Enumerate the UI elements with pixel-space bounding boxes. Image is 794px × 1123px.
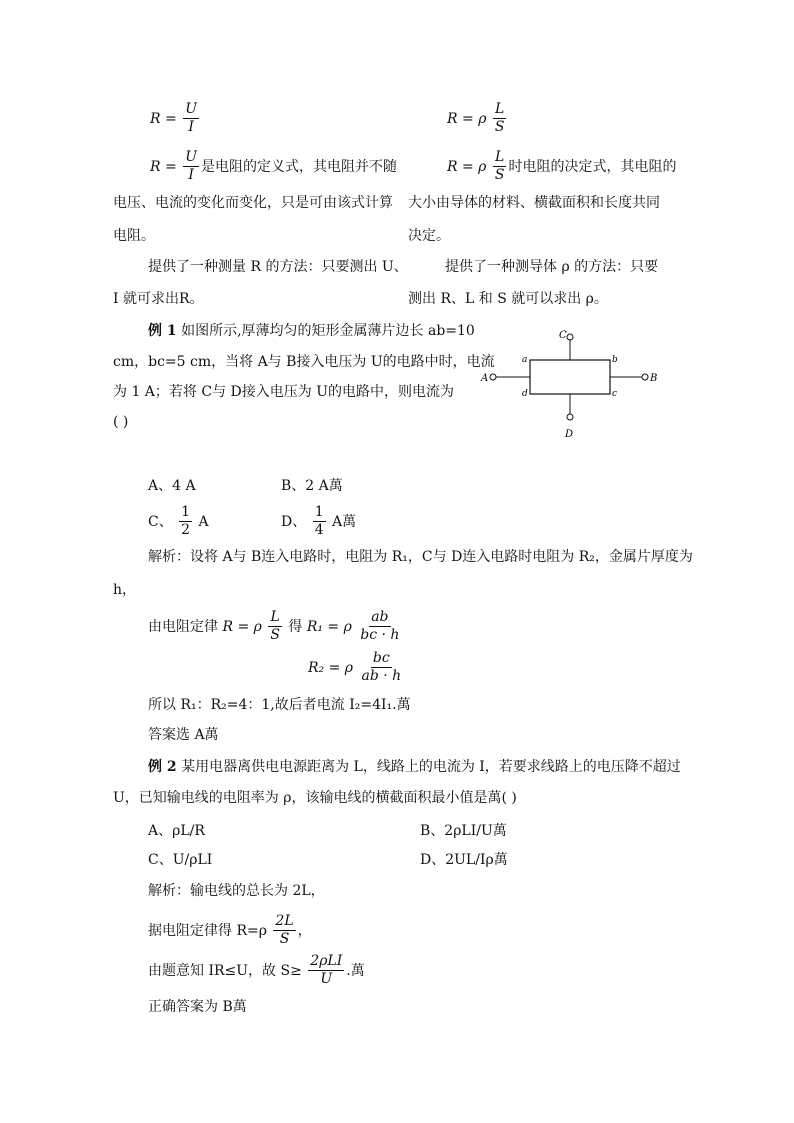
example1-option-d	[281, 505, 356, 539]
right-formula-den: S	[494, 119, 505, 136]
r1-formula: R₁ = ρ	[306, 618, 352, 635]
label-c: c	[612, 389, 618, 399]
a3-fraction	[308, 954, 344, 988]
left-desc-den: I	[188, 167, 194, 184]
right-desc-line1	[447, 150, 676, 184]
rectangle-figure	[478, 326, 668, 441]
label-A: A	[481, 373, 489, 384]
a2-den: S	[279, 931, 290, 948]
label-a: a	[522, 355, 528, 365]
left-desc-num: U	[183, 150, 199, 167]
example1-option-d-label: D、	[281, 513, 307, 530]
example1-option-c-unit: A	[198, 513, 209, 530]
left-formula-eq: =	[165, 110, 177, 127]
left-desc-line1	[150, 150, 397, 184]
right-desc-line4: 提供了一种测导体 ρ 的方法：只要	[445, 259, 659, 275]
example1-text1: 如图所示,厚薄均匀的矩形金属薄片边长 ab=10	[181, 323, 475, 339]
left-formula	[150, 102, 201, 136]
example1-option-c-label: C、	[148, 513, 173, 530]
example1-option-c-den: 2	[181, 522, 191, 539]
left-desc-line3: 电阻。	[113, 228, 155, 244]
right-desc-num: L	[493, 150, 506, 167]
left-desc-lead: R =	[150, 158, 177, 175]
left-formula-num: U	[183, 102, 199, 119]
example1-option-d-den: 4	[314, 522, 324, 539]
law-num: L	[268, 610, 281, 627]
right-formula-r: R	[447, 110, 458, 127]
terminal-b	[642, 374, 648, 380]
a2-num: 2L	[273, 914, 295, 931]
a3-text: 由题意知 IR≤U，故 S≥	[148, 962, 302, 979]
left-desc-text1: 是电阻的定义式，其电阻并不随	[201, 158, 397, 175]
example2-answer: 正确答案为 B萬	[148, 999, 247, 1015]
left-formula-den: I	[188, 119, 194, 136]
example1-r2-line	[308, 651, 405, 685]
example2-label: 例 2	[148, 759, 177, 775]
example1-answer: 答案选 A萬	[148, 727, 219, 743]
label-d: d	[522, 389, 528, 399]
law-den: S	[270, 627, 280, 644]
example2-option-a: A、ρL/R	[148, 823, 205, 839]
example2-line2: U，已知输电线的电阻率为 ρ，该输电线的横截面积最小值是萬( )	[113, 790, 517, 806]
left-desc-line4: 提供了一种测量 R 的方法：只要测出 U、	[148, 259, 408, 275]
left-desc-line2: 电压、电流的变化而变化，只是可由该式计算	[113, 195, 393, 211]
label-B: B	[650, 373, 658, 384]
example2-option-b: B、2ρLI/U萬	[420, 823, 507, 839]
terminal-a	[490, 374, 496, 380]
r1-fraction	[358, 610, 401, 644]
example1-option-c-num: 1	[179, 505, 192, 522]
right-desc-lead: R = ρ	[447, 158, 487, 175]
a2-post: ，	[297, 922, 312, 939]
r2-num: bc	[371, 651, 392, 668]
left-desc-fraction	[183, 150, 199, 184]
right-desc-line3: 决定。	[408, 228, 450, 244]
example1-analysis-line1: 解析：设将 A与 B连入电路时，电阻为 R₁，C与 D连入电路时电阻为 R₂，金属片厚度为	[148, 549, 693, 565]
r2-fraction	[359, 651, 403, 685]
example1-so-line: 所以 R₁：R₂=4：1,故后者电流 I₂=4I₁.萬	[148, 697, 411, 713]
example1-option-d-unit: A萬	[332, 513, 357, 530]
right-formula	[447, 102, 508, 136]
right-desc-den: S	[494, 167, 505, 184]
example1-analysis-line2: h，	[113, 582, 137, 598]
right-formula-num: L	[493, 102, 506, 119]
example2-line1	[148, 760, 681, 774]
example1-option-c	[148, 505, 209, 539]
law-get: 得	[288, 618, 303, 635]
example2-analysis-line2	[148, 914, 312, 948]
example2-text1: 某用电器离供电电源距离为 L，线路上的电流为 I，若要求线路上的电压降不超过	[181, 759, 681, 775]
example1-option-d-num: 1	[313, 505, 326, 522]
left-formula-r: R	[150, 110, 161, 127]
terminal-d	[567, 414, 573, 420]
example1-line3: 为 1 A；若将 C与 D接入电压为 U的电路中，则电流为	[113, 384, 455, 400]
example2-analysis-line3	[148, 954, 365, 988]
metal-plate-rect	[530, 360, 610, 394]
example1-line2: cm，bc=5 cm，当将 A与 B接入电压为 U的电路中时，电流	[113, 354, 495, 370]
r2-den: ab · h	[361, 668, 402, 685]
right-formula-eq: =	[462, 110, 474, 127]
left-desc-line5: I 就可求出R。	[113, 291, 204, 307]
law-fraction	[268, 610, 282, 644]
law-text: 由电阻定律	[148, 618, 218, 635]
right-desc-line5: 测出 R、L 和 S 就可以求出 ρ。	[408, 291, 608, 307]
example1-law-line	[148, 610, 403, 644]
example1-label: 例 1	[148, 323, 177, 339]
terminal-c	[567, 334, 573, 340]
a3-den: U	[320, 971, 333, 988]
right-formula-rho: ρ	[478, 110, 487, 127]
label-D: D	[565, 429, 574, 440]
example1-line1	[148, 324, 475, 338]
example1-option-c-fraction	[179, 505, 192, 539]
example1-option-d-fraction	[313, 505, 326, 539]
example2-option-c: C、U/ρLI	[148, 852, 213, 868]
example2-option-d: D、2UL/Iρ萬	[420, 852, 508, 868]
r2-formula: R₂ = ρ	[308, 659, 354, 676]
a3-num: 2ρLI	[308, 954, 344, 971]
a3-post: .萬	[346, 962, 365, 979]
example1-option-b: B、2 A萬	[281, 478, 343, 494]
example1-option-a: A、4 A	[148, 478, 196, 494]
label-b: b	[612, 355, 618, 365]
example2-analysis-line1: 解析：输电线的总长为 2L，	[148, 883, 325, 899]
r1-num: ab	[369, 610, 390, 627]
a2-text: 据电阻定律得 R=ρ	[148, 922, 267, 939]
label-C: C	[559, 330, 567, 341]
law-formula: R = ρ	[222, 618, 262, 635]
left-formula-fraction	[183, 102, 199, 136]
example1-line4: ( )	[113, 414, 129, 430]
a2-fraction	[273, 914, 295, 948]
right-desc-line2: 大小由导体的材料、横截面积和长度共同	[408, 195, 660, 211]
right-formula-fraction	[493, 102, 507, 136]
right-desc-fraction	[493, 150, 507, 184]
right-desc-text1: 时电阻的决定式，其电阻的	[508, 158, 677, 175]
r1-den: bc · h	[360, 627, 400, 644]
